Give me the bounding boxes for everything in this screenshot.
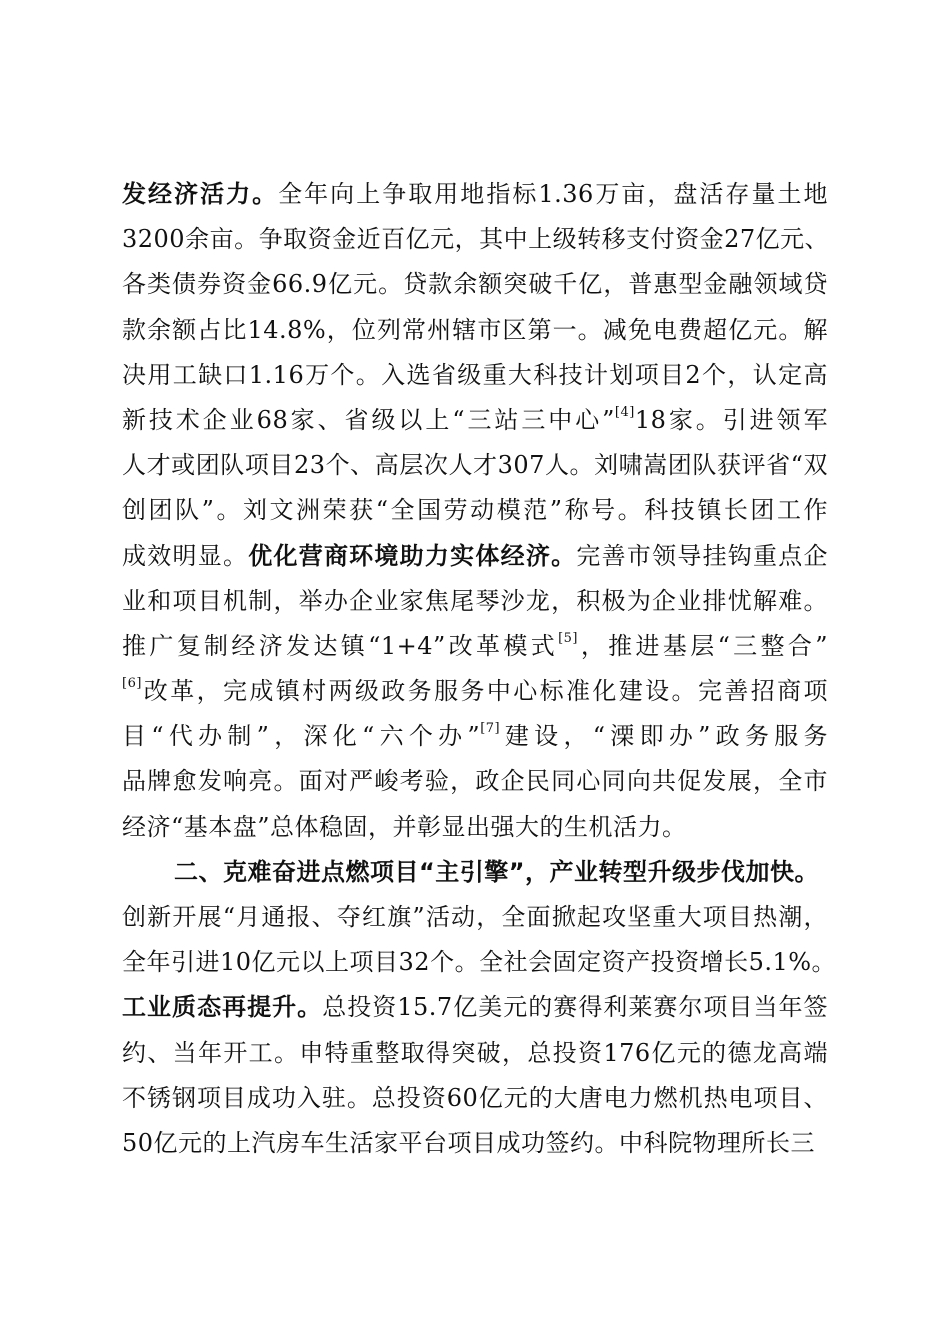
text-line — [122, 669, 828, 714]
body-text: 创新开展“月通报、夺红旗”活动，全面掀起攻坚重大项目热潮， — [122, 903, 828, 931]
body-text: 人才或团队项目23个、高层次人才307人。刘啸嵩团队获评省“双 — [122, 451, 828, 480]
text-line — [122, 1031, 828, 1076]
body-text: 不锈钢项目成功入驻。总投资60亿元的大唐电力燃机热电项目、 — [122, 1083, 828, 1112]
bold-heading-text: 工业质态再提升。 — [122, 993, 323, 1022]
text-line — [122, 895, 828, 940]
bold-heading-text: 优化营商环境助力实体经济。 — [248, 541, 577, 570]
text-line — [122, 579, 828, 624]
body-text: 改革，完成镇村两级政务服务中心标准化建设。完善招商项 — [141, 677, 828, 706]
body-text: 目“代办制”，深化“六个办” — [122, 722, 481, 751]
body-text: 新技术企业68家、省级以上“三站三中心” — [122, 405, 615, 434]
body-text: 50亿元的上汽房车生活家平台项目成功签约。中科院物理所长三 — [122, 1128, 816, 1157]
body-text: 业和项目机制，举办企业家焦尾琴沙龙，积极为企业排忧解难。 — [122, 586, 828, 615]
text-line — [122, 940, 837, 985]
body-text: 3200余亩。争取资金近百亿元，其中上级转移支付资金27亿元、 — [122, 225, 830, 254]
text-line — [122, 308, 828, 353]
text-line — [122, 398, 828, 443]
text-line — [122, 443, 828, 488]
text-line — [122, 353, 828, 398]
text-line — [122, 714, 828, 759]
body-text: 全年引进10亿元以上项目32个。全社会固定资产投资增长5.1%。 — [122, 948, 837, 977]
footnote-ref: [4] — [614, 404, 635, 420]
text-line — [122, 262, 828, 307]
body-text: 品牌愈发响亮。面对严峻考验，政企民同心同向共促发展，全市 — [122, 767, 828, 796]
document-page — [122, 172, 837, 1166]
body-text: 成效明显。 — [122, 541, 249, 570]
body-text: 全年向上争取用地指标1.36万亩，盘活存量土地 — [278, 180, 829, 208]
footnote-ref: [5] — [558, 630, 578, 646]
text-line — [122, 1076, 828, 1121]
text-line — [122, 850, 828, 895]
text-line — [122, 534, 828, 579]
text-line — [122, 1121, 828, 1166]
body-text: 经济“基本盘”总体稳固，并彰显出强大的生机活力。 — [122, 812, 687, 841]
body-text: ，推进基层“三整合” — [577, 631, 828, 660]
body-text: 各类债券资金66.9亿元。贷款余额突破千亿，普惠型金融领域贷 — [122, 270, 828, 299]
body-text: 总投资15.7亿美元的赛得利莱赛尔项目当年签 — [322, 993, 829, 1022]
text-line — [122, 805, 828, 850]
footnote-ref: [6] — [122, 676, 142, 692]
text-line — [122, 985, 828, 1030]
text-line — [122, 624, 828, 669]
body-text: 约、当年开工。申特重整取得突破，总投资176亿元的德龙高端 — [122, 1038, 828, 1067]
body-text: 18家。引进领军 — [634, 405, 828, 434]
footnote-ref: [7] — [480, 721, 501, 737]
body-text: 决用工缺口1.16万个。入选省级重大科技计划项目2个，认定高 — [122, 360, 828, 389]
text-line — [122, 172, 828, 217]
body-text: 推广复制经济发达镇“1+4”改革模式 — [122, 631, 559, 660]
bold-heading-text: 二、克难奋进点燃项目“主引擎”，产业转型升级步伐加快。 — [174, 857, 820, 886]
body-text: 完善市领导挂钩重点企 — [576, 541, 829, 570]
body-text: 创团队”。刘文洲荣获“全国劳动模范”称号。科技镇长团工作 — [122, 496, 828, 525]
text-line — [122, 217, 828, 262]
text-line — [122, 759, 828, 804]
bold-heading-text: 发经济活力。 — [122, 180, 279, 208]
body-text: 款余额占比14.8%，位列常州辖市区第一。减免电费超亿元。解 — [122, 315, 828, 344]
body-text: 建设，“溧即办”政务服务 — [500, 722, 829, 751]
text-line — [122, 488, 828, 533]
